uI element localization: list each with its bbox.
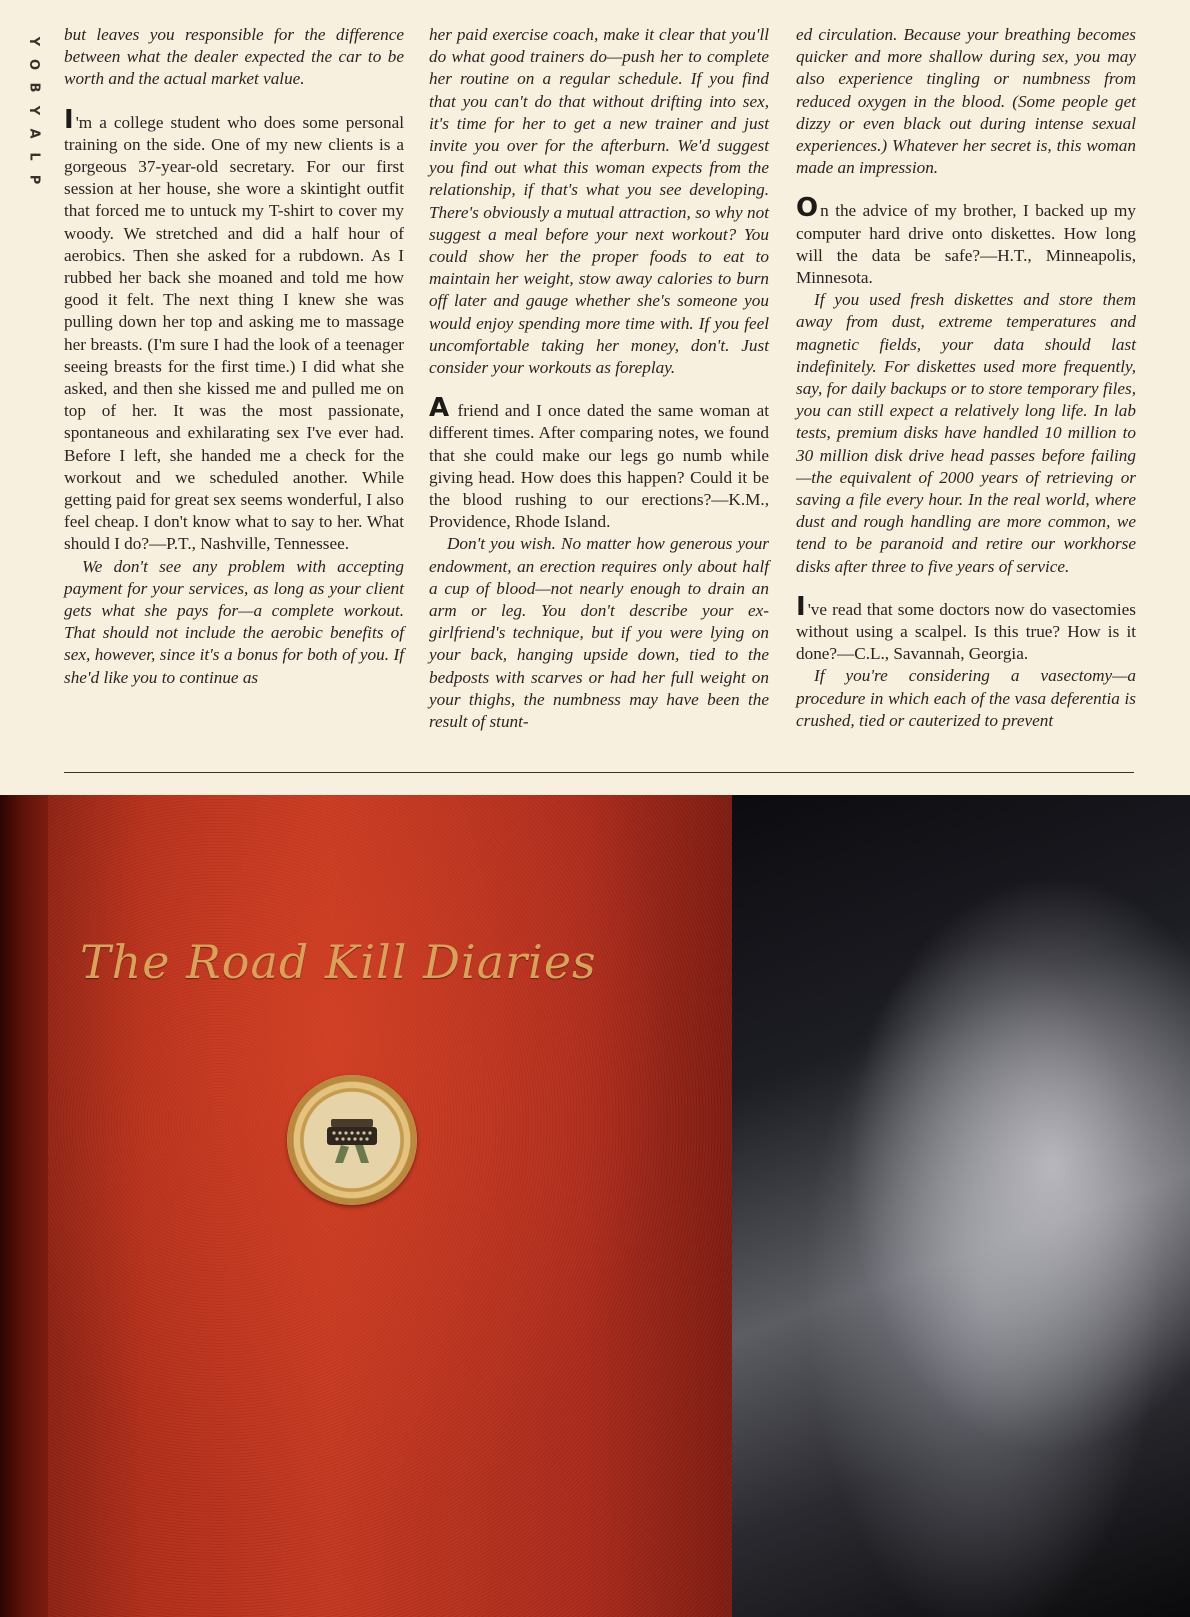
column-1 bbox=[64, 24, 404, 689]
question-paragraph bbox=[796, 193, 1136, 289]
question-paragraph bbox=[64, 104, 404, 556]
answer-text: ed circulation. Because your breathing becomes quicker and more shallow during sex, you may also experience tingling or numbness from reduced oxygen in the blood. (Some people get dizzy or even black out during intense sexual experiences.) Whatever her secret is, this woman made an impression. bbox=[796, 25, 1136, 178]
drop-cap: I bbox=[64, 104, 74, 135]
brand-letter: O bbox=[26, 58, 42, 71]
answer-text: If you're considering a vasectomy—a procedure in which each of the vasa deferentia is crushed, tied or cauterized to prevent bbox=[796, 666, 1136, 730]
brand-letter: A bbox=[26, 128, 42, 139]
drop-cap: I bbox=[796, 591, 806, 622]
answer-text: but leaves you responsible for the difference between what the dealer expected the car to be worth and the actual market value. bbox=[64, 25, 404, 89]
book-title: The Road Kill Diaries bbox=[80, 935, 597, 989]
section-divider bbox=[64, 772, 1134, 773]
question-paragraph bbox=[429, 393, 769, 533]
typewriter-icon bbox=[319, 1105, 385, 1171]
question-paragraph bbox=[796, 591, 1136, 666]
column-3 bbox=[796, 24, 1136, 732]
question-text: n the advice of my brother, I backed up my computer hard drive onto diskettes. How long will the data be safe?—H.T., Minneapolis, Minnesota. bbox=[796, 201, 1136, 288]
question-text: friend and I once dated the same woman at different times. After comparing notes, we found that she could make our legs go numb while giving head. How does this happen? Could it be the blood rushing to our erections?—K.M., Providence, Rhode Island. bbox=[429, 401, 769, 532]
illustration-photo bbox=[0, 795, 1190, 1617]
brand-letter: P bbox=[26, 174, 42, 185]
playboy-vertical-wordmark bbox=[22, 30, 46, 191]
question-text: 'm a college student who does some personal training on the side. One of my new clients is a gorgeous 37-year-old secretary. For our first session at her house, she wore a skintight outfit that forced me to untuck my T-shirt to cover my woody. We stretched and did a half hour of aerobics. Then she asked for a rubdown. As I rubbed her back she moaned and told me how good it felt. The next thing I knew she was pulling down her top and asking me to massage her breasts. (I'm sure I had the look of a teenager seeing breasts for the first time.) I did what she asked, and then she kissed me and pulled me on top of her. It was the most passionate, spontaneous and exhilarating sex I've ever had. Before I left, she handed me a check for the workout and we scheduled another. While getting paid for great sex seems wonderful, I also feel cheap. I don't know what to say to her. What should I do?—P.T., Nashville, Tennessee. bbox=[64, 112, 404, 554]
book-spine bbox=[0, 795, 48, 1617]
drop-cap: A bbox=[429, 393, 450, 424]
brand-letter: Y bbox=[26, 105, 42, 116]
column-2 bbox=[429, 24, 769, 733]
book-emblem bbox=[287, 1075, 417, 1205]
question-text: 've read that some doctors now do vasectomies without using a scalpel. Is this true? How is it done?—C.L., Savannah, Georgia. bbox=[796, 599, 1136, 664]
red-book-cover bbox=[0, 795, 732, 1617]
advisor-article bbox=[64, 24, 1134, 759]
answer-text: her paid exercise coach, make it clear that you'll do what good trainers do—push her to complete her routine on a regular schedule. If you find that you can't do that without drifting into sex, it's time for her to get a new trainer and just invite you over for the afterburn. We'd suggest you find out what this woman expects from the relationship, if that's what you see developing. There's obviously a mutual attraction, so why not suggest a meal before your next workout? You could show her the proper foods to eat to maintain her weight, stow away calories to burn off later and gauge whether she's someone you would enjoy spending more time with. If you feel uncomfortable taking her money, don't. Just consider your workouts as foreplay. bbox=[429, 25, 769, 378]
brand-letter: B bbox=[26, 82, 42, 93]
brand-letter: Y bbox=[26, 36, 42, 47]
brand-letter: L bbox=[26, 152, 42, 161]
road-pavement-photo bbox=[732, 795, 1190, 1617]
answer-text: We don't see any problem with accepting payment for your services, as long as your client gets what she pays for—a complete workout. That should not include the aerobic benefits of sex, however, since it's a bonus for both of you. If she'd like you to continue as bbox=[64, 556, 404, 687]
drop-cap: O bbox=[796, 193, 819, 224]
answer-text: Don't you wish. No matter how generous your endowment, an erection requires only about half a cup of blood—not nearly enough to drain an arm or leg. You don't describe your ex-girlfriend's technique, but if you were lying on your back, hanging upside down, tied to the bedposts with scarves or had her full weight on your thighs, the numbness may have been the result of stunt- bbox=[429, 534, 769, 732]
answer-text: If you used fresh diskettes and store them away from dust, extreme temperatures and magnetic fields, your data should last indefinitely. For diskettes used more frequently, say, for daily backups or to store temporary files, you can still expect a relatively long life. In lab tests, premium disks have handled 10 million to 30 million disk drive head passes before failing—the equivalent of 2000 years of retrieving or saving a file every hour. In the real world, where dust and rough handling are more common, we tend to be paranoid and retire our workhorse disks after three to five years of service. bbox=[796, 290, 1136, 576]
